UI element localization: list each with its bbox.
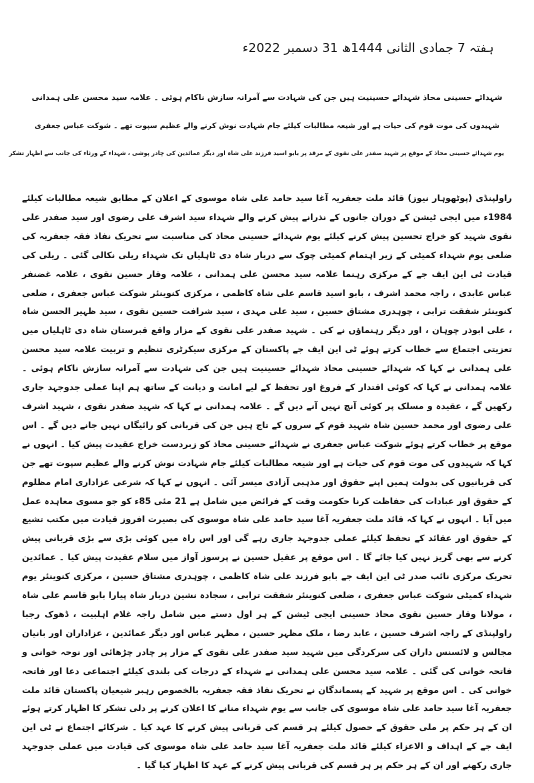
date-line: ہفتہ 7 جمادی الثانی 1444ھ 31 دسمبر 2022ء: [242, 40, 494, 55]
headline-main: شہدائے حسینی محاذ شہدائے حسینیت ہیں جن کی شہادت سے آمرانہ سازش ناکام ہوئی ۔ علامہ سید محسن علی ہمدانی: [31, 93, 503, 102]
headline-block: [8, 88, 504, 162]
headline-tertiary: یوم شہدائے حسینی محاذ کے موقع پر شہید صفدر علی نقوی کے مرقد پر بابو اسید فرزند علی شاہ اور دیگر عمائدین کی چادر پوشی ، شہداء کے ورثاء کی جانب سے اظہار تشکر: [8, 151, 504, 157]
article-body: [22, 190, 512, 776]
article-text: راولپنڈی (پوٹھوہار نیوز) قائد ملت جعفریہ آغا سید حامد علی شاہ موسوی کے اعلان کے مطابق شیعہ مطالبات کیلئے 1984ء میں ایجی ٹیشن کے دوران جانوں کے نذرانے پیش کرنے والے شہداء سید اشرف علی رضوی اور سید صفدر علی نقوی شہید کو خراج تحسین پیش کرنے کیلئے یوم شہدائے حسینی محاذ کی مناسبت سے تحریک نفاذ فقہ جعفریہ کی ضلعی یوم شہداء کمیٹی کے زیر اہتمام کمیٹی چوک سے دربار شاہ دی ٹاہلیاں تک شہداء ریلی نکالی گئی ۔ ریلی کی قیادت ٹی این ایف جے کے مرکزی رہنما علامہ سید محسن علی ہمدانی ، علامہ وقار حسین نقوی ، علامہ غضنفر عباس عابدی ، راجہ محمد اشرف ، بابو اسید قاسم علی شاہ کاظمی ، مرکزی کنوینئر شوکت عباس جعفری ، ضلعی کنوینئر شفقت ترابی ، چوہدری مشتاق حسین ، سید علی مہدی ، سید شرافت حسین نقوی ، سید ظہیر الحسن شاہ ، علی ابوذر چوہان ، اور دیگر رہنماؤں نے کی ۔ شہید صفدر علی نقوی کے مزار واقع قبرستان شاہ دی ٹاہلیاں میں تعزیتی اجتماع سے خطاب کرتے ہوئے ٹی این ایف جے پاکستان کے مرکزی سیکرٹری تنظیم و تربیت علامہ سید محسن علی ہمدانی نے کہا کہ شہدائے حسینی محاذ شہدائے حسینیت ہیں جن کی شہادت سے آمرانہ سازش ناکام ہوئی ۔ علامہ ہمدانی نے کہا کہ کوئی اقتدار کے فروغ اور تحفظ کے لیے امانت و دیانت کے ساتھ ہم اپنا عملی جدوجہد جاری رکھیں گے ، عقیدہ و مسلک پر کوئی آنچ نہیں آنے دیں گے ۔ علامہ ہمدانی نے کہا کہ شہید صفدر نقوی ، شہید اشرف علی رضوی اور محمد حسین شاہ شہید قوم کے سروں کے تاج ہیں جن کی قربانی کو رائیگاں نہیں جانے دیں گے ۔ اس موقع پر خطاب کرتے ہوئے شوکت عباس جعفری نے شہدائے حسینی محاذ کو زبردست خراج عقیدت پیش کیا ۔ انہوں نے کہا کہ شہیدوں کی موت قوم کی حیات ہے اور شیعہ مطالبات کیلئے جام شہادت نوش کرنے والے عظیم سپوت تھے جن کی قربانیوں کی بدولت ہمیں اپنے حقوق اور مذہبی آزادی میسر آئی ۔ انہوں نے کہا کہ شرعی عزاداری امام مظلوم کے حقوق اور عبادات کی حفاظت کرنا حکومت وقت کے فرائض میں شامل ہے 21 مئی 85ء کو جو مسوی معاہدہ عمل میں آیا ۔ انہوں نے کہا کہ قائد ملت جعفریہ آغا سید حامد علی شاہ موسوی کی بصیرت افروز قیادت میں مکتب تشیع کے حقوق اور عقائد کے تحفظ کیلئے عملی جدوجہد جاری رہے گی اور اس راہ میں کوئی بڑی سے بڑی قربانی پیش کرنے سے بھی گریز نہیں کیا جائے گا ۔ اس موقع پر عقیل حسین نے پرسوز آواز میں سلام عقیدت پیش کیا ۔ عمائدین تحریک مرکزی نائب صدر ٹی این ایف جے بابو فرزند علی شاہ کاظمی ، چوہدری مشتاق حسین ، مرکزی کنوینئر یوم شہداء کمیٹی شوکت عباس جعفری ، ضلعی کنوینئر شفقت ترابی ، سجادہ نشین دربار شاہ پیارا بابو قاسم علی شاہ ، مولانا وقار حسین نقوی محاذ حسینی ایجی ٹیشن کے ہر اول دستے میں شامل راجہ غلام اہلبیت ، ڈھوک رجبا راولپنڈی کے راجہ اشرف حسین ، عابد رضا ، ملک مظہر حسین ، مظہر عباس اور دیگر عمائدین ، عزاداران اور بانیان مجالس و لائسنس داران کی سرکردگی میں شہید سید صفدر علی نقوی کے مزار پر چادر چڑھائی اور نوحہ خوانی و فاتحہ خوانی کی گئی ۔ علامہ سید محسن علی ہمدانی نے شہداء کے درجات کی بلندی کیلئے اجتماعی دعا اور فاتحہ خوانی کی ۔ اس موقع پر شہید کے پسماندگان نے تحریک نفاذ فقہ جعفریہ بالخصوص رہبر شیعیان پاکستان قائد ملت جعفریہ آغا سید حامد علی شاہ موسوی کی جانب سے یوم شہداء منانے کا اعلان کرنے پر دلی تشکر کا اظہار کرتے ہوئے ان کے ہر حکم پر ملی حقوق کے حصول کیلئے ہر قسم کی قربانی پیش کرنے کا عہد کیا ۔ شرکائے اجتماع نے ٹی این ایف جے کے اہداف و الاعزاء کیلئے قائد ملت جعفریہ آغا سید حامد علی شاہ موسوی کی قیادت میں عملی جدوجہد جاری رکھنے اور ان کے ہر حکم پر ہر قسم کی قربانی پیش کرنے کے عہد کا اظہار کیا گیا ۔: [22, 194, 513, 772]
headline-secondary: شہیدوں کی موت قوم کی حیات ہے اور شیعہ مطالبات کیلئے جام شہادت نوش کرنے والے عظیم سپوت تھے ۔ شوکت عباس جعفری: [34, 121, 500, 130]
